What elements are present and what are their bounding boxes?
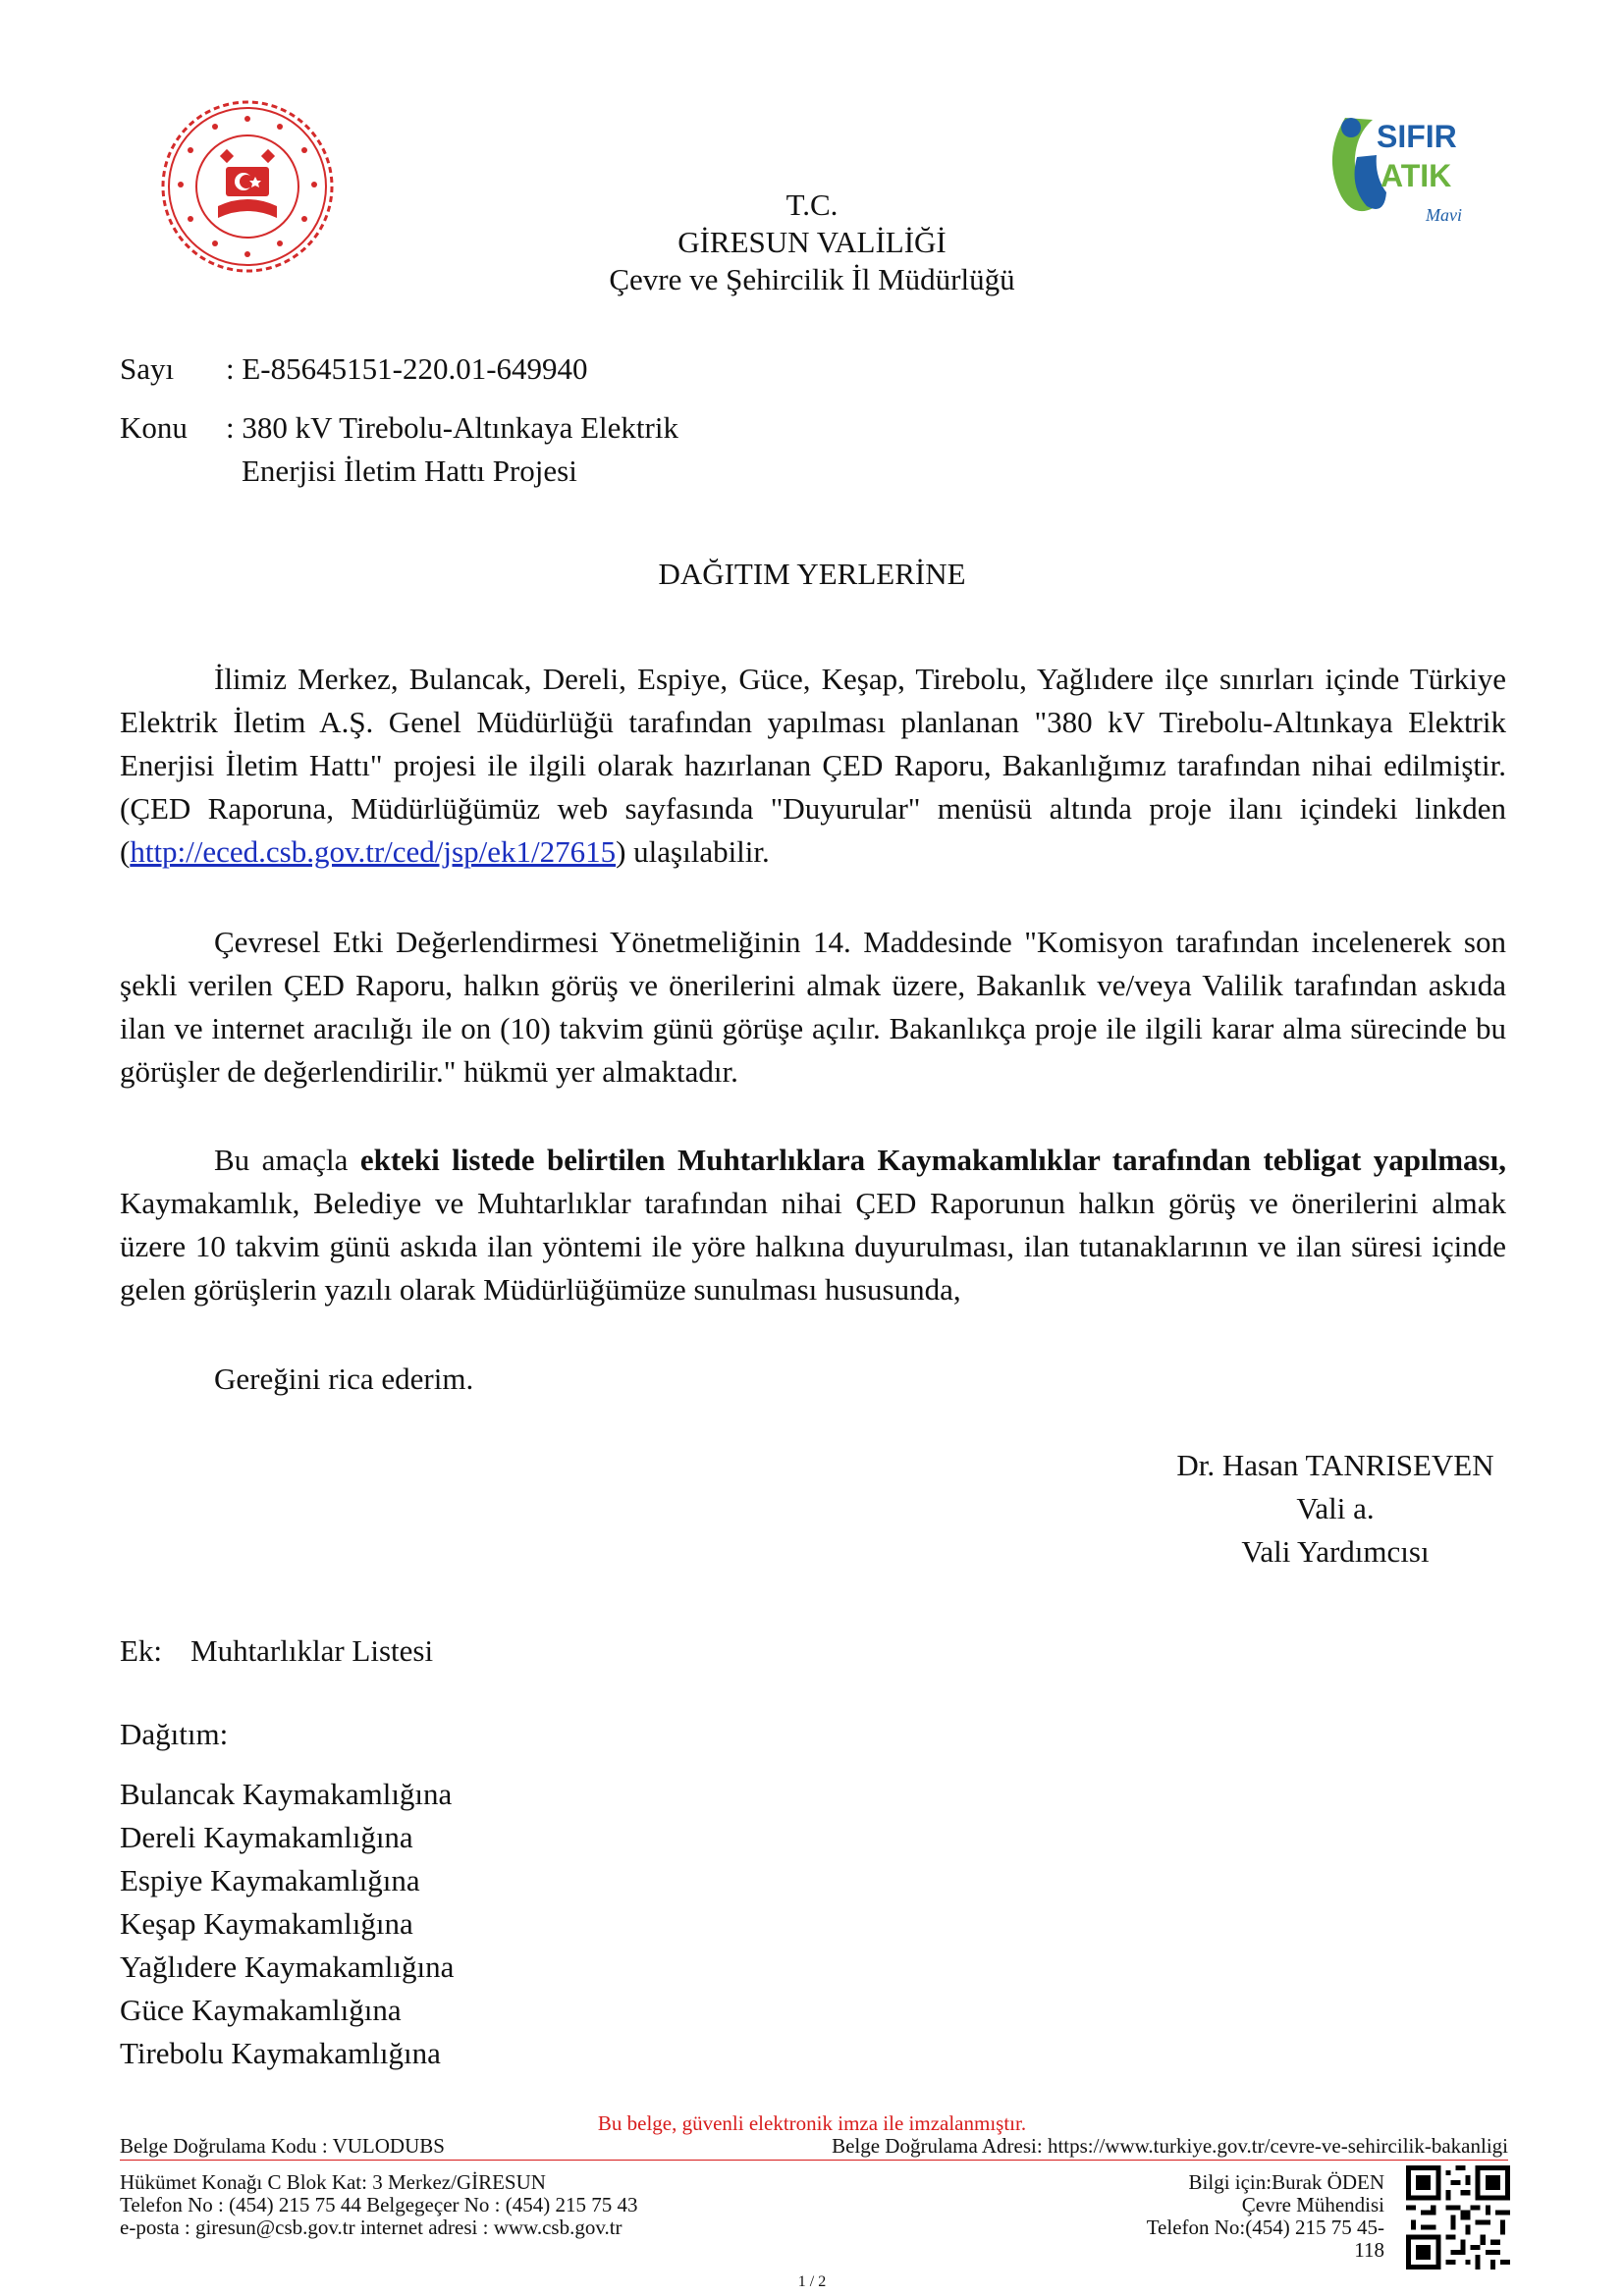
footer-address: Hükümet Konağı C Blok Kat: 3 Merkez/GİRESUN bbox=[120, 2170, 546, 2194]
zero-waste-word3: Mavi bbox=[1426, 205, 1462, 225]
signatory-title-2: Vali Yardımcısı bbox=[1241, 1534, 1430, 1569]
konu-value-line2: Enerjisi İletim Hattı Projesi bbox=[242, 454, 577, 488]
body-paragraph-1 bbox=[120, 658, 1506, 874]
attachment-label: Ek: bbox=[120, 1633, 163, 1668]
ministry-seal-logo bbox=[157, 96, 338, 277]
footer-info bbox=[1147, 2171, 1384, 2262]
signatory-name: Dr. Hasan TANRISEVEN bbox=[1176, 1448, 1494, 1482]
esign-note: Bu belge, güvenli elektronik imza ile imzalanmıştır. bbox=[597, 2111, 1027, 2135]
distribution-item: Keşap Kaymakamlığına bbox=[120, 1906, 413, 1941]
paragraph-1-text: İlimiz Merkez, Bulancak, Dereli, Espiye, Güce, Keşap, Tirebolu, Yağlıdere ilçe sınırları içinde Türkiye Elektrik İletim A.Ş. Genel Müdürlüğü tarafından yapılması planlanan "380 kV Tirebolu-Altınkaya Elektrik Enerjisi İletim Hattı" projesi ile ilgili olarak hazırlanan ÇED Raporu, Bakanlığımız tarafından nihai edilmiştir. (ÇED Raporuna, Müdürlüğümüz web sayfasında "Duyurular" menüsü altında proje ilanı içindeki linkden ( bbox=[120, 662, 1506, 869]
attachment bbox=[120, 1629, 433, 1673]
addressee: DAĞITIM YERLERİNE bbox=[658, 557, 966, 591]
body-paragraph-3 bbox=[120, 1139, 1506, 1311]
konu-value-line1: : 380 kV Tirebolu-Altınkaya Elektrik bbox=[226, 410, 678, 445]
zero-waste-logo bbox=[1316, 98, 1463, 236]
qr-code-icon bbox=[1406, 2165, 1510, 2269]
paragraph-3-end: Kaymakamlık, Belediye ve Muhtarlıklar tarafından nihai ÇED Raporunun halkın görüş ve önerilerini almak üzere 10 takvim günü askıda ilan yöntemi ile yöre halkına duyurulması, ilan tutanaklarının ve ilan süresi içinde gelen görüşlerin yazılı olarak Müdürlüğümüze sunulması hususunda, bbox=[120, 1186, 1506, 1307]
zero-waste-word1: SIFIR bbox=[1377, 119, 1457, 154]
distribution-item: Espiye Kaymakamlığına bbox=[120, 1863, 420, 1897]
footer-email: e-posta : giresun@csb.gov.tr internet adresi : www.csb.gov.tr bbox=[120, 2216, 623, 2239]
distribution-list bbox=[120, 1773, 454, 2075]
footer-divider bbox=[120, 2160, 1508, 2161]
verification-address: Belge Doğrulama Adresi: https://www.turkiye.gov.tr/cevre-ve-sehircilik-bakanligi bbox=[832, 2134, 1508, 2158]
signatory-title-1: Vali a. bbox=[1296, 1491, 1375, 1525]
paragraph-1-end: ) ulaşılabilir. bbox=[616, 834, 770, 869]
footer-contact bbox=[120, 2171, 638, 2239]
info-title: Çevre Mühendisi bbox=[1241, 2193, 1384, 2216]
distribution-item: Güce Kaymakamlığına bbox=[120, 1993, 402, 2027]
signature-block bbox=[1149, 1444, 1522, 1574]
distribution-label: Dağıtım: bbox=[120, 1717, 229, 1751]
info-contact-person: Bilgi için:Burak ÖDEN bbox=[1188, 2170, 1384, 2194]
body-paragraph-4: Gereğini rica ederim. bbox=[214, 1362, 474, 1396]
info-phone: Telefon No:(454) 215 75 45- bbox=[1146, 2216, 1384, 2239]
distribution-item: Yağlıdere Kaymakamlığına bbox=[120, 1949, 455, 1984]
konu-label: Konu bbox=[120, 410, 188, 445]
paragraph-3-bold: ekteki listede belirtilen Muhtarlıklara Kaymakamlıklar tarafından tebligat yapılması, bbox=[359, 1143, 1506, 1177]
footer-phone: Telefon No : (454) 215 75 44 Belgegeçer No : (454) 215 75 43 bbox=[120, 2193, 638, 2216]
attachment-value: Muhtarlıklar Listesi bbox=[190, 1633, 434, 1668]
header-governorship: GİRESUN VALİLİĞİ bbox=[677, 225, 947, 259]
document-meta bbox=[120, 347, 1003, 493]
distribution-item: Bulancak Kaymakamlığına bbox=[120, 1777, 453, 1811]
body-paragraph-2: Çevresel Etki Değerlendirmesi Yönetmeliğinin 14. Maddesinde "Komisyon tarafından incelenerek son şekli verilen ÇED Raporu, halkın görüş ve önerilerini almak üzere, Bakanlık ve/veya Valilik tarafından askıda ilan ve internet aracılığı ile on (10) takvim günü görüşe açılır. Bakanlıkça proje ile ilgili karar alma sürecinde bu görüşler de değerlendirilir." hükmü yer almaktadır. bbox=[120, 925, 1506, 1089]
header-tc: T.C. bbox=[785, 187, 839, 222]
distribution-item: Tirebolu Kaymakamlığına bbox=[120, 2036, 441, 2070]
sayi-value: : E-85645151-220.01-649940 bbox=[226, 351, 588, 386]
verification-code: Belge Doğrulama Kodu : VULODUBS bbox=[120, 2134, 445, 2158]
paragraph-3-start: Bu amaçla bbox=[214, 1143, 360, 1177]
sayi-label: Sayı bbox=[120, 351, 175, 386]
page-number: 1 / 2 bbox=[797, 2273, 827, 2290]
zero-waste-word2: ATIK bbox=[1380, 158, 1452, 193]
letterhead bbox=[517, 187, 1107, 298]
info-phone-ext: 118 bbox=[1354, 2238, 1384, 2262]
header-directorate: Çevre ve Şehircilik İl Müdürlüğü bbox=[609, 262, 1015, 296]
distribution-item: Dereli Kaymakamlığına bbox=[120, 1820, 413, 1854]
ced-report-link[interactable]: http://eced.csb.gov.tr/ced/jsp/ek1/27615 bbox=[130, 834, 617, 869]
